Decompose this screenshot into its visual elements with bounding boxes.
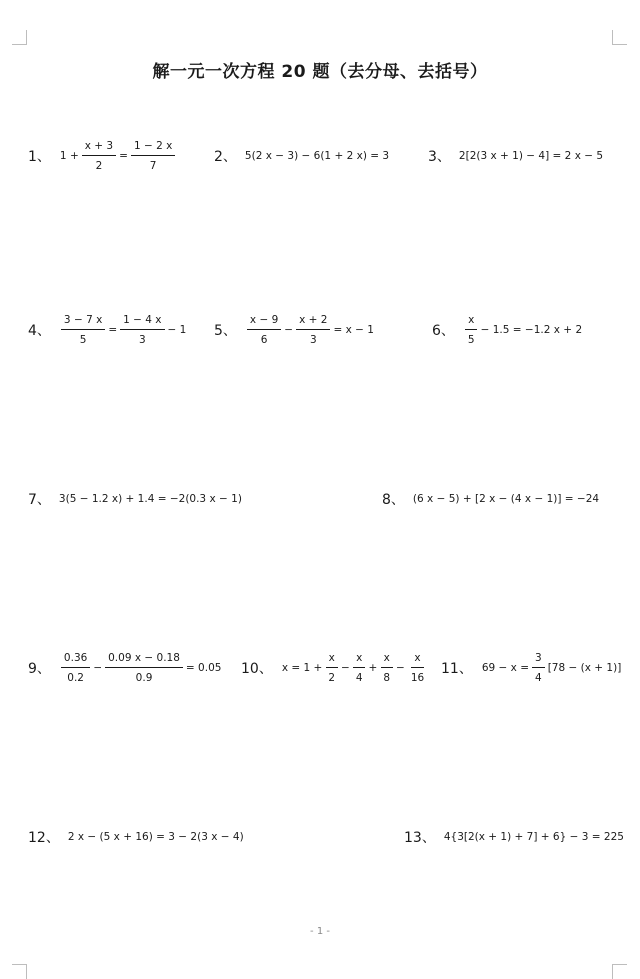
problem-number: 10、 bbox=[241, 661, 273, 677]
equation: 4{3[2(x + 1) + 7] + 6} − 3 = 225 bbox=[443, 831, 624, 843]
denominator: 3 bbox=[138, 334, 146, 346]
term: [78 − (x + 1)] bbox=[547, 662, 622, 674]
denominator: 6 bbox=[260, 334, 268, 346]
equation bbox=[59, 140, 177, 172]
denominator: 2 bbox=[95, 160, 103, 172]
denominator: 7 bbox=[149, 160, 157, 172]
crop-mark-bottom-right bbox=[612, 964, 627, 979]
numerator: 3 − 7 x bbox=[61, 314, 105, 330]
problem-13 bbox=[404, 817, 624, 857]
problem-number: 11、 bbox=[441, 661, 473, 677]
denominator: 0.2 bbox=[67, 672, 84, 684]
equation bbox=[59, 314, 187, 346]
problem-5 bbox=[214, 310, 375, 350]
term: 69 − x = bbox=[481, 662, 530, 674]
operator: − bbox=[284, 324, 294, 336]
denominator: 5 bbox=[467, 334, 475, 346]
problem-8 bbox=[382, 479, 599, 519]
denominator: 8 bbox=[383, 672, 391, 684]
problem-number: 5、 bbox=[214, 323, 237, 339]
numerator: x bbox=[411, 652, 423, 668]
crop-mark-top-left bbox=[12, 30, 27, 45]
problem-11 bbox=[441, 648, 622, 688]
numerator: 3 bbox=[532, 652, 545, 668]
numerator: x bbox=[465, 314, 477, 330]
denominator: 5 bbox=[79, 334, 87, 346]
term: − 1.5 = −1.2 x + 2 bbox=[480, 324, 583, 336]
problem-6 bbox=[432, 310, 583, 350]
denominator: 4 bbox=[355, 672, 363, 684]
numerator: x + 3 bbox=[82, 140, 116, 156]
denominator: 0.9 bbox=[135, 672, 153, 684]
numerator: x + 2 bbox=[296, 314, 330, 330]
fraction bbox=[120, 314, 164, 346]
crop-mark-bottom-left bbox=[12, 964, 27, 979]
equation: 2 x − (5 x + 16) = 3 − 2(3 x − 4) bbox=[67, 831, 244, 843]
denominator: 16 bbox=[410, 672, 425, 684]
problem-2 bbox=[214, 136, 389, 176]
term: = x − 1 bbox=[333, 324, 374, 336]
problem-number: 6、 bbox=[432, 323, 455, 339]
fraction bbox=[465, 314, 478, 346]
equation: (6 x − 5) + [2 x − (4 x − 1)] = −24 bbox=[412, 493, 600, 505]
operator: − bbox=[341, 662, 350, 674]
operator: = bbox=[108, 324, 118, 336]
fraction bbox=[325, 652, 338, 684]
problem-number: 8、 bbox=[382, 492, 405, 508]
fraction bbox=[532, 652, 545, 684]
equation bbox=[245, 314, 375, 346]
problem-7 bbox=[28, 479, 242, 519]
term: − 1 bbox=[167, 324, 187, 336]
numerator: 0.36 bbox=[61, 652, 90, 668]
problem-number: 13、 bbox=[404, 830, 436, 846]
fraction bbox=[247, 314, 281, 346]
equation bbox=[59, 652, 223, 684]
fraction bbox=[131, 140, 175, 172]
problem-1 bbox=[28, 136, 177, 176]
operator: + bbox=[368, 662, 378, 674]
crop-mark-top-right bbox=[612, 30, 627, 45]
page-title: 解一元一次方程 20 题（去分母、去括号） bbox=[152, 62, 488, 82]
operator: − bbox=[396, 662, 405, 674]
numerator: 1 − 4 x bbox=[120, 314, 164, 330]
problem-number: 9、 bbox=[28, 661, 51, 677]
equation: 3(5 − 1.2 x) + 1.4 = −2(0.3 x − 1) bbox=[58, 493, 242, 505]
problem-9 bbox=[28, 648, 222, 688]
problem-4 bbox=[28, 310, 187, 350]
numerator: x − 9 bbox=[247, 314, 281, 330]
numerator: x bbox=[326, 652, 338, 668]
problem-12 bbox=[28, 817, 244, 857]
term: x = 1 + bbox=[281, 662, 323, 674]
denominator: 4 bbox=[535, 672, 542, 684]
problem-3 bbox=[428, 136, 603, 176]
fraction bbox=[353, 652, 366, 684]
problem-number: 7、 bbox=[28, 492, 51, 508]
problem-number: 12、 bbox=[28, 830, 60, 846]
problem-number: 2、 bbox=[214, 149, 237, 165]
equation bbox=[481, 652, 622, 684]
fraction bbox=[61, 652, 90, 684]
fraction bbox=[105, 652, 183, 684]
denominator: 3 bbox=[309, 334, 317, 346]
fraction bbox=[296, 314, 330, 346]
equation: 5(2 x − 3) − 6(1 + 2 x) = 3 bbox=[244, 150, 390, 162]
fraction bbox=[380, 652, 393, 684]
equation bbox=[463, 314, 583, 346]
equation: 2[2(3 x + 1) − 4] = 2 x − 5 bbox=[458, 150, 604, 162]
operator: − bbox=[93, 662, 103, 674]
numerator: x bbox=[353, 652, 365, 668]
numerator: x bbox=[381, 652, 393, 668]
problem-number: 4、 bbox=[28, 323, 51, 339]
numerator: 0.09 x − 0.18 bbox=[105, 652, 183, 668]
fraction bbox=[408, 652, 427, 684]
denominator: 2 bbox=[328, 672, 336, 684]
problem-10 bbox=[241, 648, 429, 688]
term: = 0.05 bbox=[185, 662, 222, 674]
fraction bbox=[61, 314, 105, 346]
term: 1 + bbox=[59, 150, 79, 162]
operator: = bbox=[119, 150, 128, 162]
equation bbox=[281, 652, 429, 684]
numerator: 1 − 2 x bbox=[131, 140, 175, 156]
problem-number: 1、 bbox=[28, 149, 51, 165]
fraction bbox=[82, 140, 116, 172]
problem-number: 3、 bbox=[428, 149, 451, 165]
page-number: - 1 - bbox=[310, 926, 330, 937]
